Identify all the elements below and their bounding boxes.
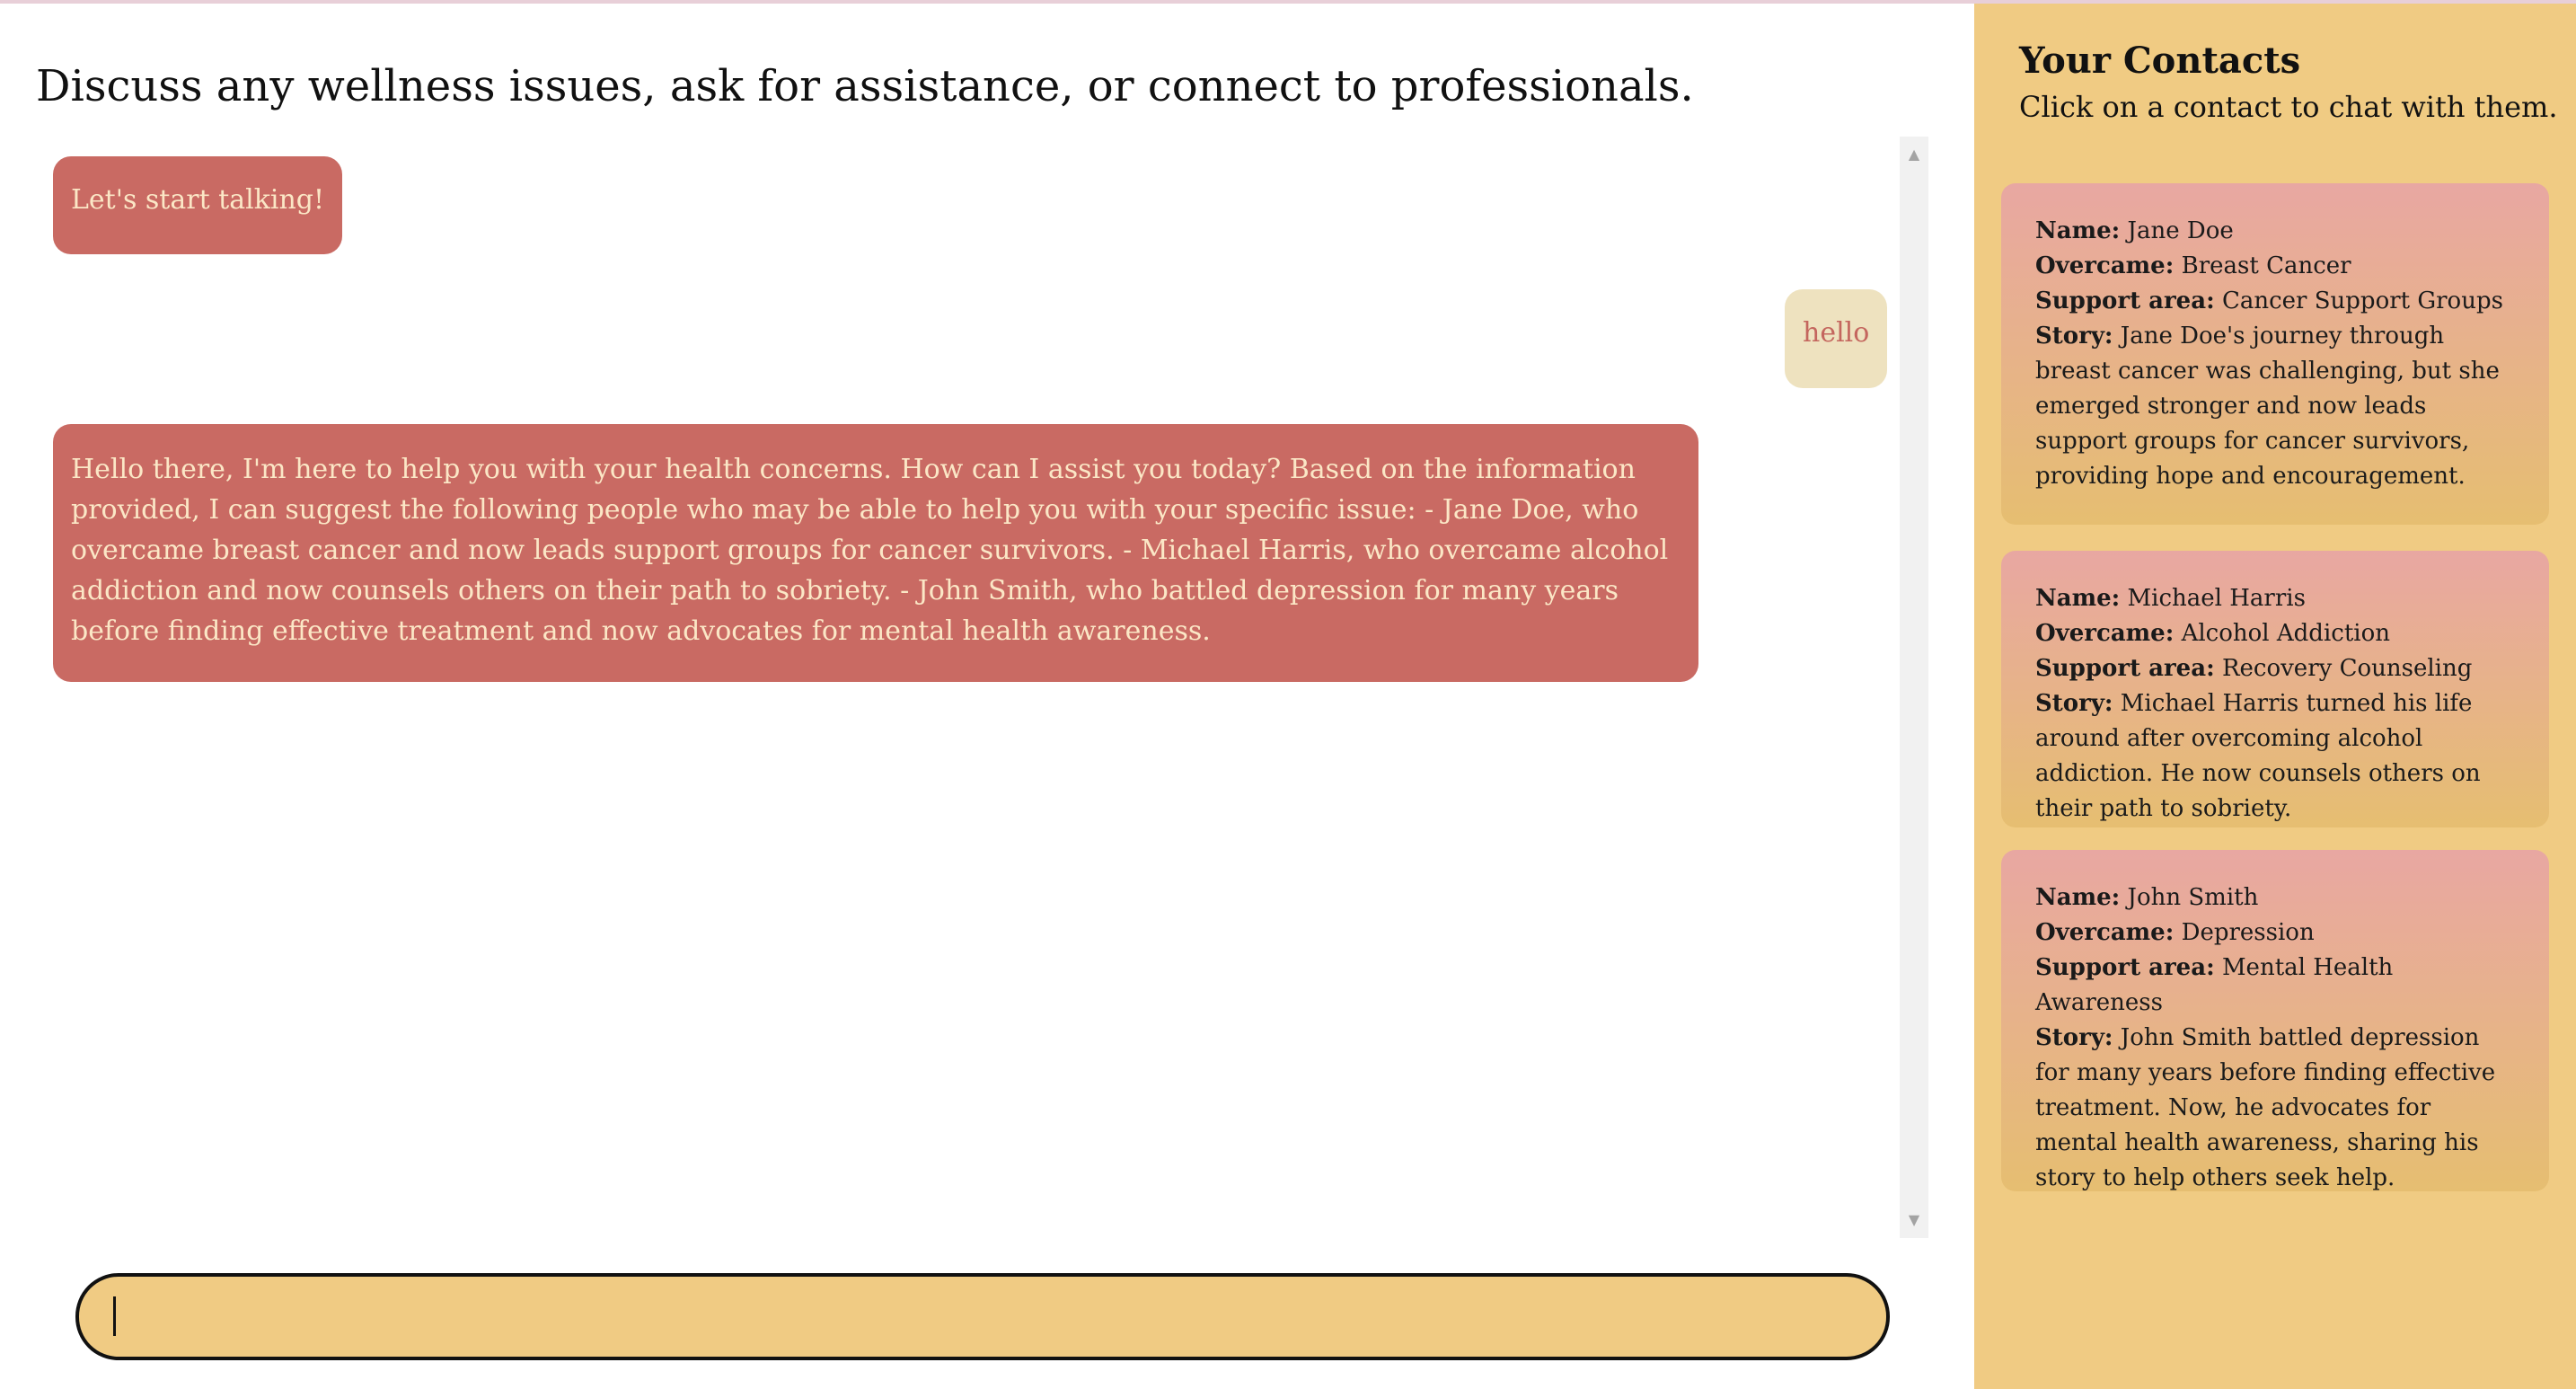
contact-support-area: Support area: Recovery Counseling: [2035, 655, 2473, 682]
scroll-up-icon[interactable]: ▲: [1908, 146, 1920, 163]
message-scrollbar[interactable]: [1900, 137, 1928, 1238]
scroll-down-icon[interactable]: ▼: [1908, 1211, 1920, 1228]
user-message: hello: [1785, 289, 1887, 388]
contact-name: Name: Michael Harris: [2035, 585, 2306, 612]
contacts-title: Your Contacts: [2019, 40, 2301, 82]
page-title: Discuss any wellness issues, ask for assistance, or connect to professionals.: [36, 61, 1694, 111]
contacts-sidebar: [1974, 4, 2576, 1389]
contact-overcame: Overcame: Alcohol Addiction: [2035, 620, 2390, 647]
contact-story: Story: Jane Doe's journey through breast cancer was challenging, but she emerged stronger and now leads support groups for cancer survivors, providing hope and encouragement.: [2035, 323, 2500, 490]
contact-card-john-smith[interactable]: [2001, 850, 2549, 1191]
chat-panel: [0, 4, 1974, 1389]
bot-message: Let's start talking!: [53, 156, 342, 254]
message-input[interactable]: [75, 1273, 1890, 1360]
contact-card-jane-doe[interactable]: [2001, 183, 2549, 525]
contact-story: Story: John Smith battled depression for many years before finding effective treatment. Now, he advocates for mental health awareness, sharing his story to help others seek help.: [2035, 1024, 2496, 1191]
text-caret: [113, 1296, 116, 1336]
composer: [75, 1273, 1890, 1360]
contact-story: Story: Michael Harris turned his life around after overcoming alcohol addiction. He now counsels others on their path to sobriety.: [2035, 690, 2481, 822]
contact-card-michael-harris[interactable]: [2001, 551, 2549, 827]
contact-name: Name: John Smith: [2035, 884, 2259, 911]
bot-message: Hello there, I'm here to help you with your health concerns. How can I assist you today? Based on the information provided, I can suggest the following people who may be able to help you with your specific issue: - Jane Doe, who overcame breast cancer and now leads support groups for cancer survivors. - Michael Harris, who overcame alcohol addiction and now counsels others on their path to sobriety. - John Smith, who battled depression for many years before finding effective treatment and now advocates for mental health awareness.: [53, 424, 1698, 682]
message-list[interactable]: [36, 137, 1929, 1238]
contact-support-area: Support area: Mental Health Awareness: [2035, 954, 2394, 1016]
contact-overcame: Overcame: Breast Cancer: [2035, 252, 2351, 279]
contact-name: Name: Jane Doe: [2035, 217, 2234, 244]
contact-overcame: Overcame: Depression: [2035, 919, 2315, 946]
contact-support-area: Support area: Cancer Support Groups: [2035, 288, 2503, 314]
contacts-subtitle: Click on a contact to chat with them.: [2019, 90, 2558, 124]
